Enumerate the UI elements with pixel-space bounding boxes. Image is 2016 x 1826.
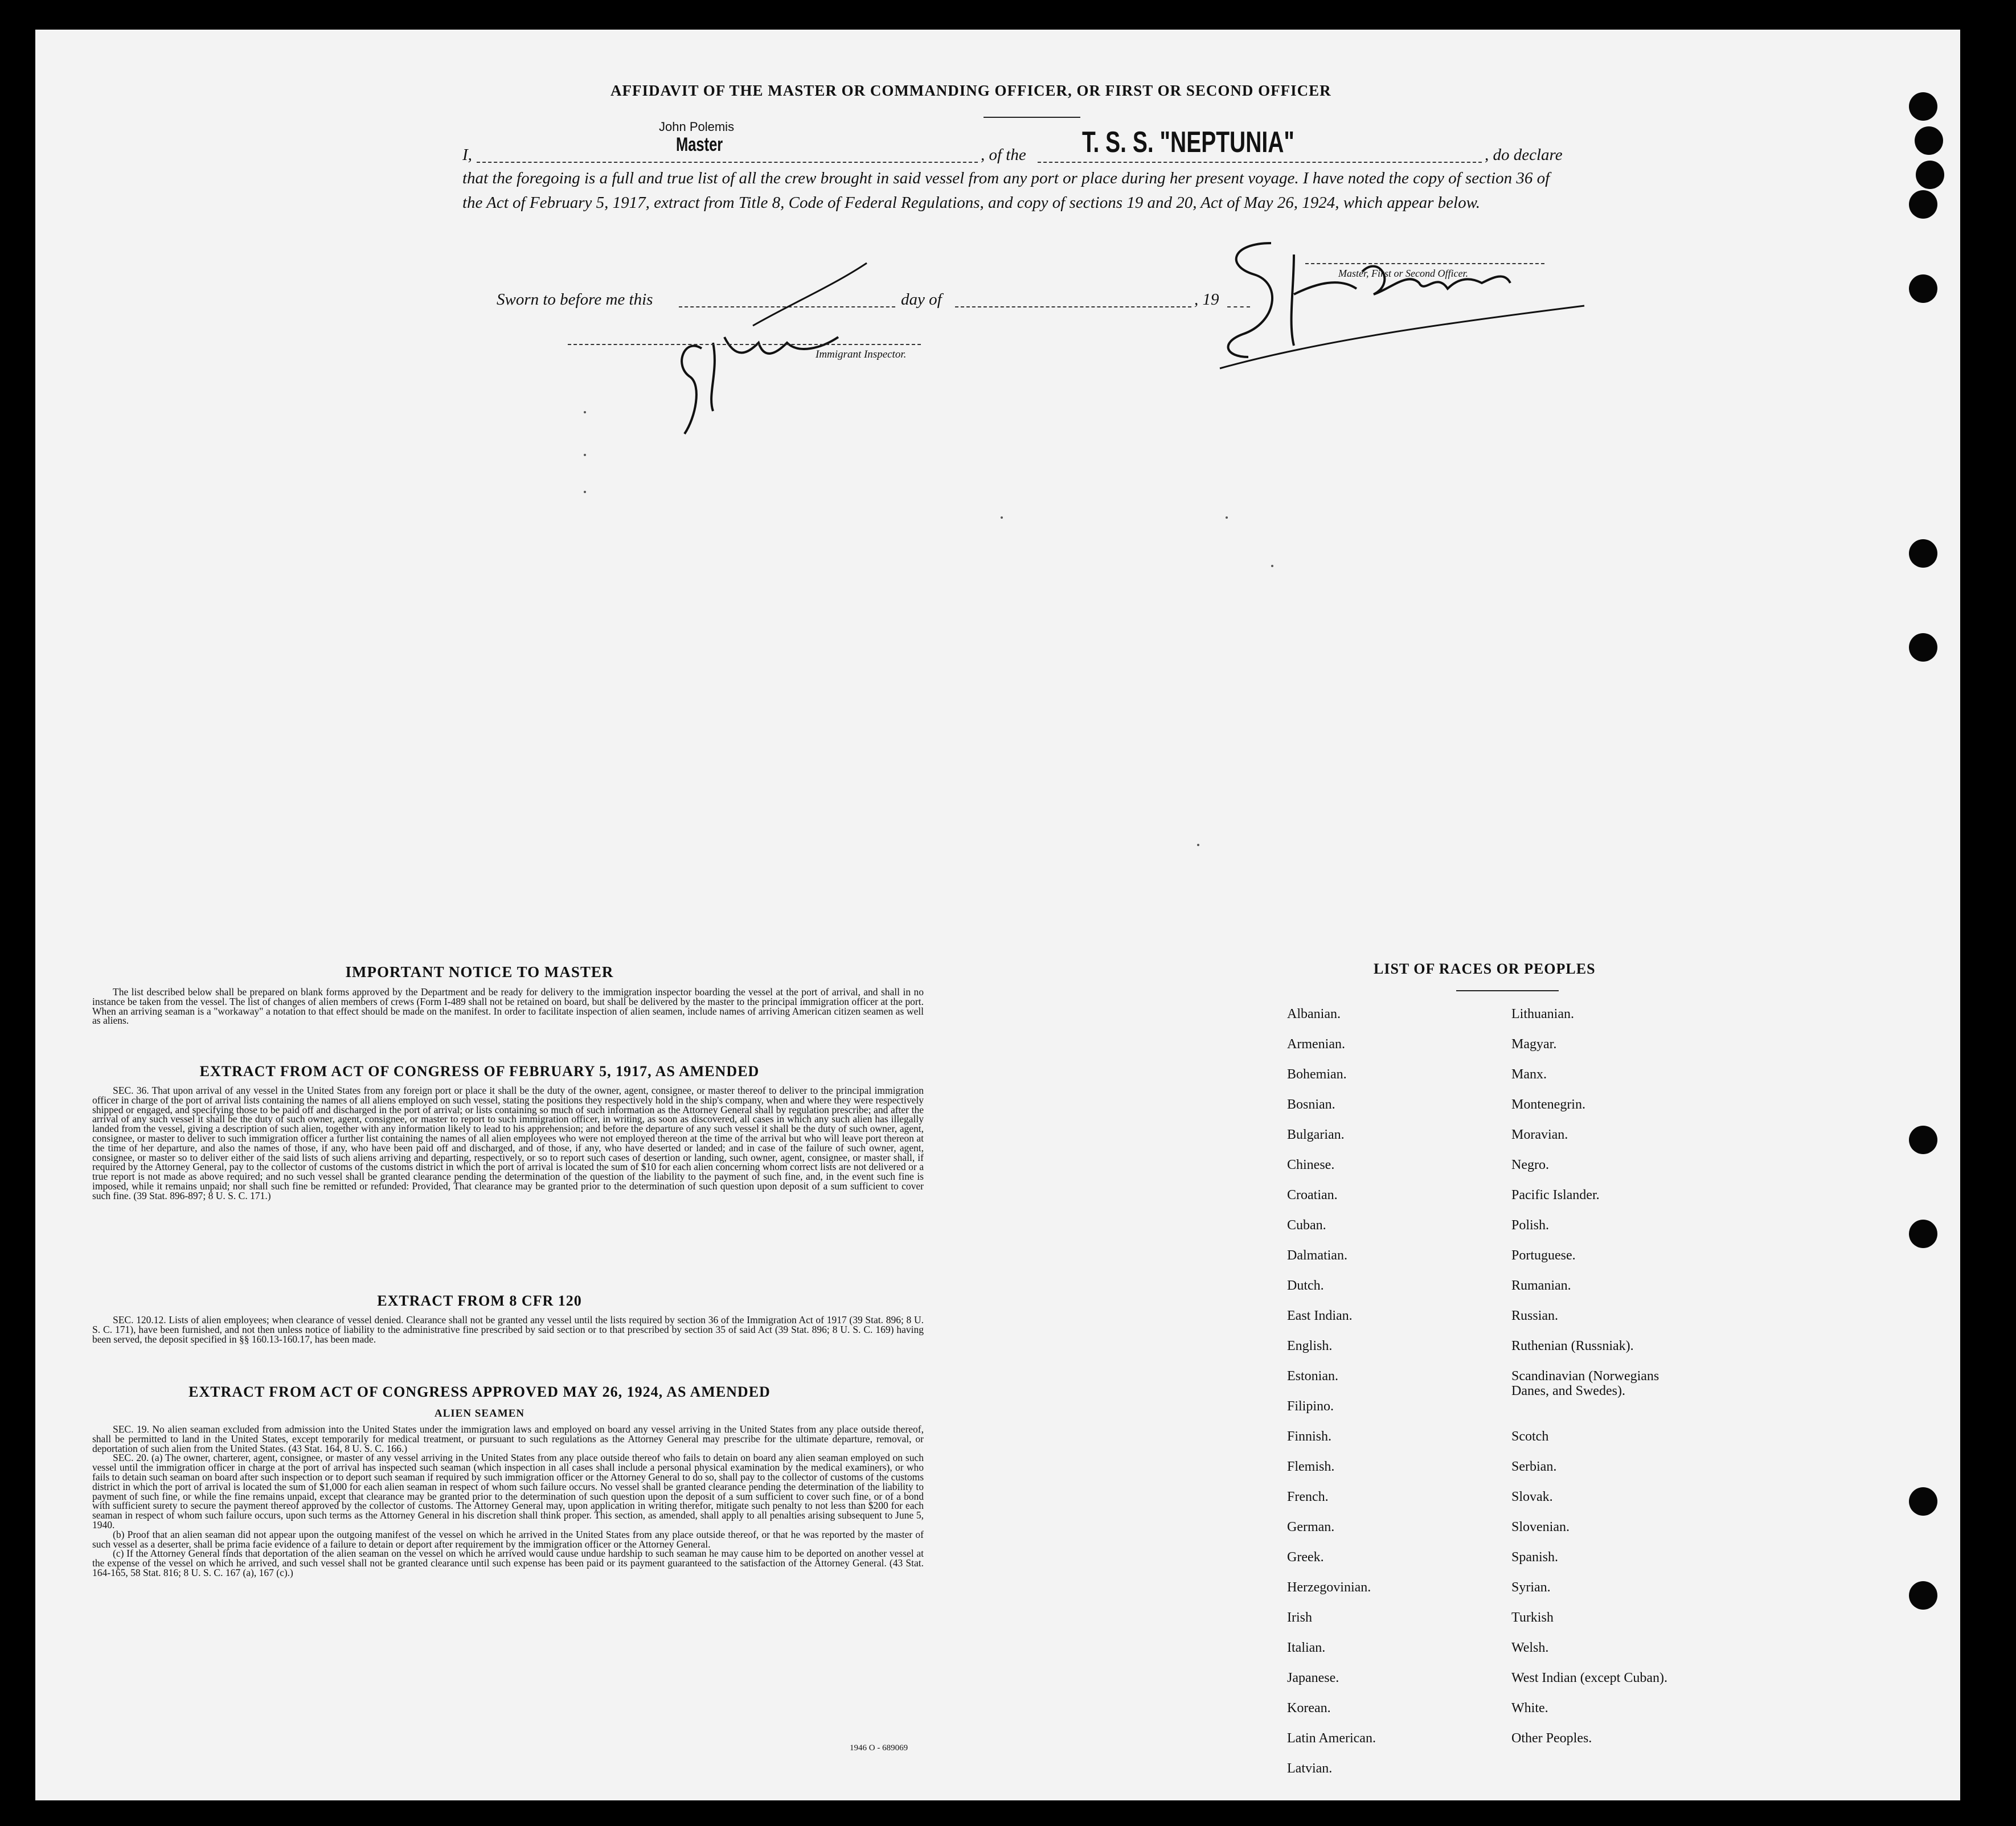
binder-hole (1915, 126, 1943, 155)
scan-speck (584, 454, 586, 456)
of-the-label: , of the (981, 146, 1026, 164)
race-left-item: Albanian. (1287, 1007, 1341, 1021)
race-right-item: Rumanian. (1511, 1278, 1571, 1293)
binder-hole (1909, 633, 1937, 662)
race-right-item: Scandinavian (Norwegians Danes, and Swedes). (1511, 1369, 1659, 1398)
race-right-item: Scotch (1511, 1429, 1549, 1444)
race-left-item: Japanese. (1287, 1671, 1339, 1685)
year-line (1227, 306, 1250, 307)
race-left-item: Greek. (1287, 1550, 1324, 1565)
race-left-item: Chinese. (1287, 1158, 1335, 1172)
binder-hole (1909, 190, 1937, 219)
alien-seamen-subtitle: ALIEN SEAMEN (434, 1408, 525, 1419)
extract-1924-body (92, 1425, 924, 1578)
race-right-item: Turkish (1511, 1610, 1554, 1625)
race-left-item: Latin American. (1287, 1731, 1376, 1746)
master-signature (1208, 220, 1596, 380)
scan-speck (1197, 844, 1199, 846)
affidavit-i-label: I, (462, 146, 472, 164)
race-right-item: Slovenian. (1511, 1520, 1570, 1534)
master-name: John Polemis (659, 120, 735, 134)
master-caption: Master, First or Second Officer. (1338, 268, 1468, 279)
race-right-item: Lithuanian. (1511, 1007, 1574, 1021)
race-left-item: Irish (1287, 1610, 1312, 1625)
print-code: 1946 O - 689069 (850, 1743, 908, 1753)
race-left-item: Estonian. (1287, 1369, 1338, 1384)
race-left-item: German. (1287, 1520, 1335, 1534)
sec-20b-text: (b) Proof that an alien seaman did not appear upon the outgoing manifest of the vessel on which he arrived in the United States from any place outside thereof, or that he was reported by the master of such vessel as a deserter, shall be prima facie evidence of a failure to detain or deport after requirement by the immigration officer or the Attorney General. (92, 1528, 924, 1550)
inspector-caption: Immigrant Inspector. (816, 348, 907, 360)
sec-20c-text: (c) If the Attorney General finds that deportation of the alien seaman on the vessel on which he arrived would cause undue hardship to such seaman he may cause him to be deported on another vessel at the expense of the vessel on which he arrived, and such vessel shall not be granted clearance until such expense has been paid or its payment guaranteed to the satisfaction of the Attorney General. (43 Stat. 164-165, 58 Stat. 816; 8 U. S. C. 167 (a), 167 (c).) (92, 1548, 924, 1578)
sec-19-text: SEC. 19. No alien seaman excluded from admission into the United States under the immigration laws and employed on board any vessel arriving in the United States from any place outside thereof, shall be permitted to land in the United States, except temporarily for medical treatment, or pursuant to such regulations as the Attorney General may prescribe for the ultimate departure, removal, or deportation of such alien from the United States. (43 Stat. 164, 8 U. S. C. 166.) (92, 1423, 924, 1454)
affidavit-body: that the foregoing is a full and true list of all the crew brought in said vessel from any port or place during her present voyage. I have noted the copy of section 36 of the Act of February 5, 1917, extract from Title 8, Code of Federal Regulations, and copy of sections 19 and 20, Act of May 26, 1924, which appear below. (462, 169, 1550, 212)
race-right-item: Negro. (1511, 1158, 1549, 1172)
day-of-label: day of (901, 290, 942, 309)
inspector-signature-line (568, 344, 921, 345)
race-right-item: West Indian (except Cuban). (1511, 1671, 1667, 1685)
master-signature-line (1305, 263, 1544, 264)
binder-hole (1916, 161, 1944, 189)
race-left-item: Bohemian. (1287, 1067, 1347, 1082)
binder-hole (1909, 539, 1937, 568)
race-left-item: Korean. (1287, 1701, 1331, 1716)
year-label: , 19 (1194, 290, 1219, 309)
vessel-line (1038, 162, 1482, 163)
extract-cfr-body: SEC. 120.12. Lists of alien employees; when clearance of vessel denied. Clearance shall not be granted any vessel until the lists required by section 36 of the Immigration Act of 1917 (39 Stat. 896; 8 U. S. C. 171), have been furnished, and not then unless notice of liability to the administrative fine prescribed by said section or to that prescribed by section 35 of said Act (39 Stat. 896; 8 U. S. C. 169) having been served, the deposit specified in §§ 160.13-160.17, has been made. (92, 1314, 924, 1345)
race-right-item: Serbian. (1511, 1459, 1557, 1474)
races-title: LIST OF RACES OR PEOPLES (1374, 961, 1596, 977)
scan-speck (1001, 516, 1003, 519)
binder-hole (1909, 92, 1937, 121)
race-left-item: French. (1287, 1489, 1329, 1504)
race-right-item: White. (1511, 1701, 1548, 1716)
race-right-item: Spanish. (1511, 1550, 1559, 1565)
race-left-item: Croatian. (1287, 1188, 1338, 1203)
race-left-item: Finnish. (1287, 1429, 1332, 1444)
race-left-item: Dalmatian. (1287, 1248, 1347, 1263)
races-rule (1456, 990, 1559, 991)
declare-label: , do declare (1485, 146, 1563, 164)
binder-hole (1909, 1220, 1937, 1248)
race-right-item: Moravian. (1511, 1127, 1568, 1142)
binder-hole (1909, 1126, 1937, 1154)
binder-hole (1909, 274, 1937, 303)
race-left-item: Flemish. (1287, 1459, 1335, 1474)
race-right-item: Other Peoples. (1511, 1731, 1592, 1746)
race-left-item: Armenian. (1287, 1037, 1345, 1052)
scan-speck (584, 411, 586, 413)
scan-speck (1271, 565, 1273, 567)
race-right-item: Manx. (1511, 1067, 1547, 1082)
extract-1917-body: SEC. 36. That upon arrival of any vessel in the United States from any foreign port or place it shall be the duty of the owner, agent, consignee, or master thereof to deliver to the principal immigration officer in charge of the port of arrival lists containing the names of all aliens employed on such vessel, stating the positions they respectively hold in the ship's company, when and where they were respectively shipped or engaged, and specifying those to be paid off and discharged in the port of arrival; or lists containing so much of such information as the Attorney General shall by regulation prescribe; and after the arrival of any such vessel it shall be the duty of such owner, agent, consignee, or master to report to such immigration officer, in writing, as soon as discovered, all cases in which any such alien has illegally landed from the vessel, giving a description of such alien, together with any information likely to lead to his apprehension; and before the departure of any such vessel it shall be the duty of such owner, agent, consignee, or master to deliver to such immigration officer a further list containing the names of all alien employees who were not employed thereon at the time of the arrival but who will leave port thereon at the time of her departure, and also the names of those, if any, who have been paid off and discharged, and of those, if any, who have deserted or landed; and in case of the failure of such owner, agent, consignee, or master so to deliver either of the said lists of such aliens arriving and departing, respectively, or so to report such cases of desertion or landing, such owner, agent, consignee, or master shall, if required by the Attorney General, pay to the collector of customs of the customs district in which the port of arrival is located the sum of $10 for each alien concerning whom correct lists are not delivered or a true report is not made as above required; and no such vessel shall be granted clearance pending the determination of the question of the liability to the payment of such fine, and, in the event such fine is imposed, while it remains unpaid; nor shall such fine be remitted or refunded: Provided, That clearance may be granted prior to the determination of such question upon deposit of a sum sufficient to cover such fine. (39 Stat. 896-897; 8 U. S. C. 171.) (92, 1085, 924, 1201)
race-right-item: Slovak. (1511, 1489, 1553, 1504)
race-right-item: Pacific Islander. (1511, 1188, 1600, 1203)
extract-1924-title: EXTRACT FROM ACT OF CONGRESS APPROVED MAY 26, 1924, AS AMENDED (189, 1384, 771, 1400)
sec-20a-text: SEC. 20. (a) The owner, charterer, agent, consignee, or master of any vessel arriving in the United States from any place outside thereof who fails to detain on board any alien seaman employed on such vessel until the immigration officer in charge at the port of arrival has inspected such seaman (which inspection in all cases shall include a personal physical examination by the medical examiners), or who fails to detain such seaman on board after such inspection or to deport such seaman if required by such immigration officer or the Attorney General to do so, shall pay to the collector of customs of the customs district in which the port of arrival is located the sum of $1,000 for each alien seaman in respect of whom such failure occurs. No vessel shall be granted clearance pending the determination of the liability to payment of such fine, or while the fine remains unpaid, except that clearance may be granted prior to the determination of such question upon the deposit of a sum sufficient to cover such fine, or of a bond with sufficient surety to secure the payment thereof approved by the collector of customs. The Attorney General may, upon application in writing therefor, mitigate such penalty to not less than $200 for each seaman in respect of whom such failure occurs, upon such terms as the Attorney General in his discretion shall think proper. This section, as amended, shall apply to all penalties arising subsequent to June 5, 1940. (92, 1452, 924, 1530)
race-left-item: Bulgarian. (1287, 1127, 1345, 1142)
race-right-item: Montenegrin. (1511, 1097, 1585, 1112)
affidavit-title: AFFIDAVIT OF THE MASTER OR COMMANDING OFFICER, OR FIRST OR SECOND OFFICER (610, 82, 1331, 99)
extract-cfr-title: EXTRACT FROM 8 CFR 120 (377, 1292, 582, 1309)
notice-body: The list described below shall be prepared on blank forms approved by the Department and be ready for delivery to the immigration inspector boarding the vessel at the port of arrival, and shall in no instance be taken from the vessel. The list of changes of alien members of crews (Form I-489 shall not be retained on board, but shall be delivered by the master to the principal immigration officer at the port. When an arriving seaman is a "workaway" a notation to that effect should be made on the manifest. In order to facilitate inspection of alien seamen, include names of arriving American citizen seamen as well as aliens. (92, 986, 924, 1027)
race-right-item: Russian. (1511, 1308, 1559, 1323)
race-right-item: Syrian. (1511, 1580, 1551, 1595)
race-right-item: Portuguese. (1511, 1248, 1576, 1263)
title-rule (984, 117, 1080, 118)
scan-speck (584, 491, 586, 493)
race-right-item: Magyar. (1511, 1037, 1557, 1052)
race-left-item: East Indian. (1287, 1308, 1353, 1323)
binder-hole (1909, 1487, 1937, 1516)
race-left-item: Latvian. (1287, 1761, 1333, 1776)
race-left-item: Dutch. (1287, 1278, 1324, 1293)
notice-title: IMPORTANT NOTICE TO MASTER (345, 963, 614, 980)
race-left-item: Bosnian. (1287, 1097, 1335, 1112)
race-right-item: Welsh. (1511, 1640, 1549, 1655)
race-left-item: Filipino. (1287, 1399, 1334, 1414)
race-right-item: Ruthenian (Russniak). (1511, 1339, 1634, 1353)
race-left-item: Herzegovinian. (1287, 1580, 1371, 1595)
race-left-item: Cuban. (1287, 1218, 1326, 1233)
scan-speck (1226, 516, 1228, 519)
binder-hole (1909, 1581, 1937, 1610)
race-left-item: Italian. (1287, 1640, 1326, 1655)
race-right-item: Polish. (1511, 1218, 1550, 1233)
manifest-page (35, 30, 1960, 1800)
extract-1917-title: EXTRACT FROM ACT OF CONGRESS OF FEBRUARY 5, 1917, AS AMENDED (199, 1063, 760, 1080)
race-left-item: English. (1287, 1339, 1333, 1353)
officer-rank: Master (676, 134, 723, 155)
sworn-label: Sworn to before me this (497, 290, 653, 309)
ship-name: T. S. S. "NEPTUNIA" (1082, 126, 1294, 159)
month-line (955, 306, 1191, 307)
name-rank-line (477, 162, 978, 163)
